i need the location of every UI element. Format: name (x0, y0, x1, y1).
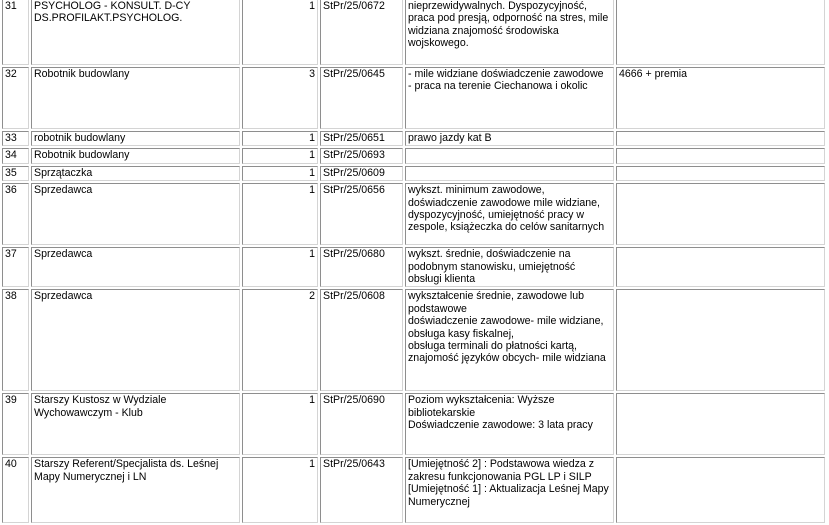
requirements-cell: [Umiejętność 2] : Podstawowa wiedza z zakresu funkcjonowania PGL LP i SILP [Umiejętność 1] : Aktualizacja Leśnej Mapy Numerycznej (405, 457, 614, 523)
job-title-cell: Sprzedawca (31, 289, 240, 391)
offer-reference-cell: StPr/25/0672 (320, 0, 403, 65)
salary-cell (616, 393, 825, 455)
job-title-cell: Sprzedawca (31, 247, 240, 287)
table-row (2, 289, 825, 391)
offer-reference-cell: StPr/25/0643 (320, 457, 403, 523)
offer-number-cell: 35 (2, 166, 29, 181)
salary-cell (616, 0, 825, 65)
table-row (2, 0, 825, 65)
requirements-cell: prawo jazdy kat B (405, 131, 614, 146)
job-title-cell: Starszy Kustosz w Wydziale Wychowawczym - Klub (31, 393, 240, 455)
offer-reference-cell: StPr/25/0608 (320, 289, 403, 391)
vacancy-count-cell: 1 (242, 183, 318, 245)
offer-number-cell: 31 (2, 0, 29, 65)
requirements-cell (405, 166, 614, 181)
vacancy-count-cell: 3 (242, 67, 318, 129)
table-row (2, 148, 825, 163)
salary-cell (616, 183, 825, 245)
vacancy-count-cell: 2 (242, 289, 318, 391)
offer-number-cell: 37 (2, 247, 29, 287)
table-row (2, 457, 825, 523)
salary-cell (616, 289, 825, 391)
offer-number-cell: 40 (2, 457, 29, 523)
requirements-cell (405, 148, 614, 163)
offer-number-cell: 38 (2, 289, 29, 391)
salary-cell (616, 247, 825, 287)
job-title-cell: Sprzedawca (31, 183, 240, 245)
salary-cell: 4666 + premia (616, 67, 825, 129)
salary-cell (616, 457, 825, 523)
job-title-cell: Robotnik budowlany (31, 148, 240, 163)
offer-number-cell: 32 (2, 67, 29, 129)
offer-number-cell: 36 (2, 183, 29, 245)
vacancy-count-cell: 1 (242, 0, 318, 65)
offer-reference-cell: StPr/25/0693 (320, 148, 403, 163)
offer-reference-cell: StPr/25/0645 (320, 67, 403, 129)
salary-cell (616, 131, 825, 146)
salary-cell (616, 166, 825, 181)
offer-reference-cell: StPr/25/0690 (320, 393, 403, 455)
vacancy-count-cell: 1 (242, 457, 318, 523)
requirements-cell: wykształcenie średnie, zawodowe lub podstawowe doświadczenie zawodowe- mile widziane, obsługa kasy fiskalnej, obsługa terminali do płatności kartą, znajomość języków obcych- mile widziana (405, 289, 614, 391)
offer-reference-cell: StPr/25/0609 (320, 166, 403, 181)
requirements-cell: wykszt. minimum zawodowe, doświadczenie zawodowe mile widziane, dyspozycyjność, umiejętność pracy w zespole, książeczka do celów sanitarnych (405, 183, 614, 245)
requirements-cell: wykszt. średnie, doświadczenie na podobnym stanowisku, umiejętność obsługi klienta (405, 247, 614, 287)
requirements-cell: Poziom wykształcenia: Wyższe bibliotekarskie Doświadczenie zawodowe: 3 lata pracy (405, 393, 614, 455)
table-row (2, 166, 825, 181)
job-offers-body (2, 0, 825, 523)
offer-number-cell: 33 (2, 131, 29, 146)
offer-number-cell: 39 (2, 393, 29, 455)
offer-reference-cell: StPr/25/0651 (320, 131, 403, 146)
offer-number-cell: 34 (2, 148, 29, 163)
job-title-cell: Robotnik budowlany (31, 67, 240, 129)
requirements-cell: - mile widziane doświadczenie zawodowe - praca na terenie Ciechanowa i okolic (405, 67, 614, 129)
vacancy-count-cell: 1 (242, 148, 318, 163)
job-title-cell: Starszy Referent/Specjalista ds. Leśnej Mapy Numerycznej i LN (31, 457, 240, 523)
salary-cell (616, 148, 825, 163)
offer-reference-cell: StPr/25/0656 (320, 183, 403, 245)
vacancy-count-cell: 1 (242, 247, 318, 287)
table-row (2, 183, 825, 245)
job-title-cell: robotnik budowlany (31, 131, 240, 146)
requirements-cell: nieprzewidywalnych. Dyspozycyjność, praca pod presją, odporność na stres, mile widziana znajomość środowiska wojskowego. (405, 0, 614, 65)
table-row (2, 393, 825, 455)
job-title-cell: PSYCHOLOG - KONSULT. D-CY DS.PROFILAKT.PSYCHOLOG. (31, 0, 240, 65)
offer-reference-cell: StPr/25/0680 (320, 247, 403, 287)
job-title-cell: Sprzątaczka (31, 166, 240, 181)
table-row (2, 67, 825, 129)
vacancy-count-cell: 1 (242, 393, 318, 455)
vacancy-count-cell: 1 (242, 131, 318, 146)
table-row (2, 247, 825, 287)
vacancy-count-cell: 1 (242, 166, 318, 181)
table-row (2, 131, 825, 146)
